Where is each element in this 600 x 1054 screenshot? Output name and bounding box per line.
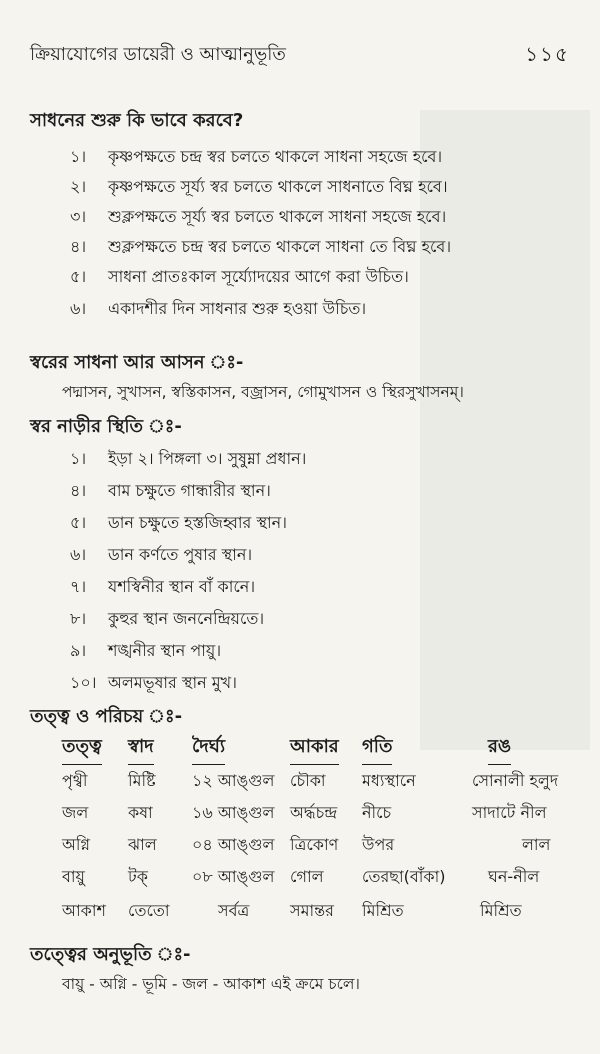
column-header-motion: গতি	[362, 732, 392, 765]
list-item	[70, 638, 221, 668]
table-cell: ঝাল	[128, 835, 157, 854]
column-header-shape: আকার	[290, 732, 339, 765]
column-header-length: দৈর্ঘ্য	[192, 732, 225, 765]
item-text: ডান চক্ষুতে হস্তজিহ্বার স্থান।	[108, 513, 287, 532]
item-number: ৬।	[70, 299, 87, 318]
table-cell: বায়ু	[62, 867, 85, 886]
table-cell: গোল	[290, 867, 324, 886]
list-item	[70, 670, 237, 700]
item-number: ৪।	[70, 237, 87, 256]
table-cell: কষা	[128, 803, 153, 822]
table-cell: তেরছা(বাঁকা)	[362, 867, 446, 886]
table-cell: ১৬ আঙ্গুল	[192, 803, 275, 822]
table-cell: মিষ্টি	[128, 771, 156, 790]
table-cell: মধ্যস্থানে	[362, 771, 416, 790]
list-item	[70, 264, 409, 294]
item-text: বাম চক্ষুতে গান্ধারীর স্থান।	[108, 481, 271, 500]
list-item	[70, 574, 255, 604]
table-cell: আকাশ	[62, 901, 106, 920]
item-text: শঙ্খনীর স্থান পায়ু।	[108, 641, 222, 660]
table-cell: ০৮ আঙ্গুল	[192, 867, 275, 886]
item-text: কৃষ্ণপক্ষতে সূর্য্য স্বর চলতে থাকলে সাধনাতে বিঘ্ন হবে।	[108, 177, 448, 196]
item-number: ৮।	[70, 609, 87, 628]
table-cell: উপর	[362, 835, 395, 854]
table-cell: সোনালী হলুদ	[472, 771, 559, 790]
column-header-color: রঙ	[488, 732, 511, 765]
list-item	[70, 204, 446, 234]
table-cell: সর্বত্র	[218, 901, 250, 920]
table-cell: মিশ্রিত	[362, 901, 404, 920]
section-heading-asana: স্বরের সাধনা আর আসন ঃ-	[30, 352, 244, 373]
item-number: ৬।	[70, 545, 87, 564]
item-number: ৪।	[70, 481, 87, 500]
list-item	[70, 478, 271, 508]
section-heading-start: সাধনের শুরু কি ভাবে করবে?	[30, 110, 244, 131]
running-head	[30, 40, 570, 72]
column-header-tattva: তত্ত্ব	[62, 732, 102, 765]
item-number: ২।	[70, 177, 87, 196]
table-cell: ০৪ আঙ্গুল	[192, 835, 275, 854]
table-cell: টক্	[128, 867, 148, 886]
list-item	[70, 174, 448, 204]
item-text: শুক্লপক্ষতে সূর্য্য স্বর চলতে থাকলে সাধনা সহজে হবে।	[108, 207, 447, 226]
item-number: ১।	[70, 147, 87, 166]
table-cell: মিশ্রিত	[480, 901, 522, 920]
item-text: একাদশীর দিন সাধনার শুরু হওয়া উচিত।	[108, 299, 367, 318]
list-item	[70, 144, 442, 174]
item-text: ইড়া ২। পিঙ্গলা ৩। সুষুম্না প্রধান।	[108, 449, 307, 468]
list-item	[70, 606, 264, 636]
item-text: অলমভূষার স্থান মুখ।	[108, 673, 237, 692]
item-number: ১।	[70, 449, 87, 468]
table-cell: নীচে	[362, 803, 392, 822]
section-heading-experience: তত্ত্বের অনুভূতি ঃ-	[30, 944, 191, 965]
page-number: ১১৫	[525, 42, 570, 66]
table-cell: লাল	[522, 835, 551, 854]
item-text: যশস্বিনীর স্থান বাঁ কানে।	[108, 577, 256, 596]
item-number: ৭।	[70, 577, 87, 596]
table-cell: সমান্তর	[290, 901, 334, 920]
asana-list-text: পদ্মাসন, সুখাসন, স্বস্তিকাসন, বজ্রাসন, গোমুখাসন ও স্থিরসুখাসনম্।	[62, 383, 464, 401]
item-number: ৫।	[70, 267, 87, 286]
list-item	[70, 446, 306, 476]
item-number: ৩।	[70, 207, 87, 226]
item-number: ১০।	[70, 673, 97, 692]
section-heading-nadi: স্বর নাড়ীর স্থিতি ঃ-	[30, 416, 182, 437]
item-text: সাধনা প্রাতঃকাল সূর্য্যোদয়ের আগে করা উচিত।	[108, 267, 409, 286]
table-cell: ঘন-নীল	[488, 867, 540, 886]
experience-text: বায়ু - অগ্নি - ভূমি - জল - আকাশ এই ক্রমে চলে।	[62, 975, 360, 993]
list-item	[70, 234, 451, 264]
item-number: ৯।	[70, 641, 87, 660]
item-text: কৃষ্ণপক্ষতে চন্দ্র স্বর চলতে থাকলে সাধনা সহজে হবে।	[108, 147, 443, 166]
table-cell: চৌকা	[290, 771, 326, 790]
table-cell: অর্দ্ধচন্দ্র	[290, 803, 338, 822]
table-cell: অগ্নি	[62, 835, 91, 854]
table-cell: ত্রিকোণ	[290, 835, 339, 854]
item-text: কুহুর স্থান জননেন্দ্রিয়তে।	[108, 609, 265, 628]
table-cell: পৃথ্বী	[62, 771, 88, 790]
section-heading-tattva: তত্ত্ব ও পরিচয় ঃ-	[30, 706, 183, 727]
list-item	[70, 542, 252, 572]
table-cell: জল	[62, 803, 89, 822]
table-cell: ১২ আঙ্গুল	[192, 771, 275, 790]
item-text: ডান কর্ণতে পুষার স্থান।	[108, 545, 253, 564]
running-head-title: ক্রিয়াযোগের ডায়েরী ও আত্মানুভূতি	[30, 44, 286, 65]
list-item	[70, 510, 287, 540]
list-item	[70, 296, 366, 326]
item-text: শুক্লপক্ষতে চন্দ্র স্বর চলতে থাকলে সাধনা তে বিঘ্ন হবে।	[108, 237, 452, 256]
item-number: ৫।	[70, 513, 87, 532]
table-cell: তেতো	[128, 901, 170, 920]
column-header-taste: স্বাদ	[128, 732, 154, 765]
table-cell: সাদাটে নীল	[472, 803, 547, 822]
